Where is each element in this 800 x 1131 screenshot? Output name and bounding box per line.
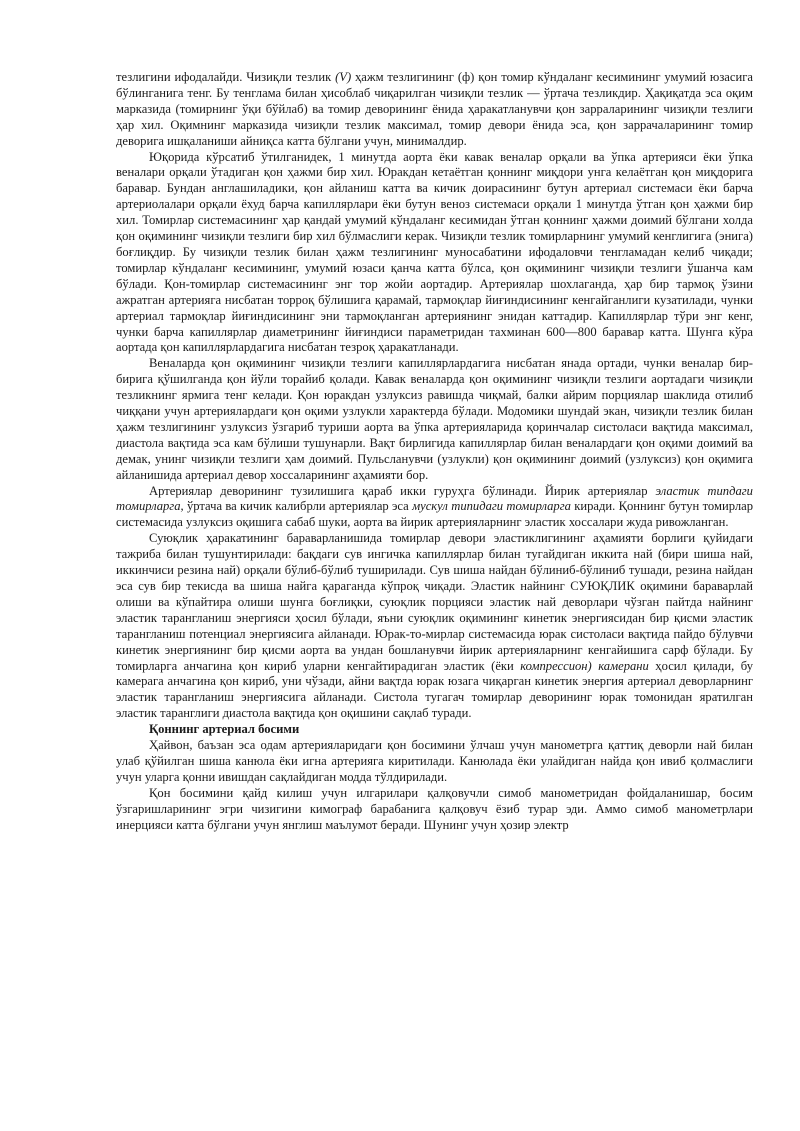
body-text-section-1	[116, 70, 753, 722]
text-run: Ҳайвон, баъзан эса одам артерияларидаги қон босимини ўлчаш учун манометрга қаттиқ деворли най билан улаб қўйилган шиша канюла ёки игна артерияга киритилади. Канюлада ёки улайдиган найда қон ивиб қолмаслиги учун уларга қонни ивишдан сақлайдиган модда тўлдирилади.	[116, 738, 753, 784]
text-run: Суюқлик ҳаракатининг бараварланишида томирлар девори эластиклигининг аҳамияти борлиги қуйидаги тажриба билан тушунтирилади: бақдаги сув ингичка капиллярлар билан тугайдиган иккита най (бири шиша най, иккинчиси резина най) орқали бўлиб-бўлиб туширилади. Сув шиша найдан бўлиниб-бўлиниб тушади, резина найдан эса сув бир текисда ва шиша найга қараганда кўпроқ чиқади. Эластик найнинг СУЮҚЛИК оқимини бараварлай олиши ва кўпайтира олиши шунга боғлиқки, суюқлик порцияси эластик най деворлари чўзган пайтда найнинг эластик тарангланиш энергияси ҳосил бўлади, яъни суюқлик оқимининг кинетик энергиясидан бир қисми эластик тарангланиш потенциал энергиясига айланади. Юрак-то-мирлар системасида юрак систоласи вақтида пайдо бўлувчи кинетик энергиянинг бир қисми аорта ва ундан бошланувчи йирик артерияларнинг кенгайишига сарф бўлади. Бу томирларга анчагина қон кириб уларни кенгайтирадиган эластик (ёки	[116, 531, 753, 673]
paragraph-p6	[116, 738, 753, 786]
paragraph-p4	[116, 484, 753, 532]
italic-term: мускул типидаги томирларга	[412, 499, 571, 514]
italic-term: эластик типдаги томирларга,	[116, 483, 753, 514]
text-run: ҳосил қилади, бу камерага анчагина қон кириб, уни чўзади, айни вақтда юрак юзага чиқарган кинетик энергия артериал деворларнинг эластик тарангланиш энергиясига айланади. Систола тугагач томирлар деворининг юрак томонидан яратилган эластик таранглиги диастола вақтида қон оқишини сақлаб туради.	[116, 658, 753, 721]
text-run: Юқорида кўрсатиб ўтилганидек, 1 минутда аорта ёки кавак веналар орқали ва ўпка артерияси ёки ўпка веналари орқали ўтадиган қон ҳажми бир хил. Юракдан кетаётган қоннинг миқдори унга келаётган қон миқдорига баравар. Бундан англашиладики, қон айланиш катта ва кичик доирасининг бутун артериал системаси ёки барча артериолалари орқали ёхуд барча капиллярлари ёки бутун веноз системаси орқали 1 минутда ўтган қон ҳажми бир хил. Томирлар системасининг ҳар қандай умумий кўндаланг кесимидан ўтган қоннинг ҳажми доимий бўлгани холда қон оқимининг чизиқли тезлиги бир хил бўлмаслиги керак. Чизиқли тезлик томирларнинг умумий кенглигига (энига) боғлиқдир. Бу чизиқли тезлик билан ҳажм тезлигининг муносабатини ифодаловчи тенгламадан келиб чиқади; томирлар кўндаланг кесимининг, умумий юзаси қанча катта бўлса, қон оқимининг чизиқли тезлиги ўшанча кам бўлади. Қон-томирлар системасининг энг тор жойи аортадир. Артериялар шохлаганда, ҳар бир тармоқ ўзини ажратган артерияга нисбатан торроқ бўлишига қарамай, тармоқлар йиғиндисининг кенгайганлиги кузатилади, чунки артериал тармоқлар йиғиндисининг эни тармоқланган артериянинг энидан каттадир. Капиллярлар тўри энг кенг, чунки барча капиллярлар диаметрининг йиғиндиси параметридан тахминан 600—800 баравар катта. Шунга кўра аортада қон капиллярлардагига нисбатан тезроқ ҳаракатланади.	[116, 149, 753, 355]
document-page	[116, 70, 753, 834]
italic-term: (V)	[335, 70, 352, 84]
paragraph-p7	[116, 786, 753, 834]
italic-term: компрессион) камерани	[520, 658, 649, 673]
text-run: Веналарда қон оқимининг чизиқли тезлиги капиллярлардагига нисбатан янада ортади, чунки веналар бир-бирига қўшилганда қон йўли торайиб қолади. Кавак веналарда қон оқимининг чизиқли тезлиги аортадаги чизиқли тезликнинг ярмига тенг келади. Қон юракдан узлуксиз равишда чиқмай, балки айрим порциялар шаклида отилиб чиққани учун артериялардаги қон оқими узлукли характерда бўлади. Модомики шундай экан, чизиқли тезлик билан ҳажм тезлигининг узлуксиз ўзгариб туриши аорта ва ўпка артерияларида қоринчалар систоласи вақтида максимал, диастола вақтида эса кам бўлиши тушунарли. Вақт бирлигида капиллярлар билан веналардаги қон оқими доимий ва демак, унинг чизиқли тезлиги ҳам доимий. Пульсланувчи (узлукли) қон оқимининг доимий (узлуксиз) қон оқимига айланишида артериал девор хоссаларининг аҳамияти бор.	[116, 356, 753, 482]
text-run: ўртача ва кичик калибрли артериялар эса	[183, 499, 413, 514]
paragraph-p1	[116, 70, 753, 150]
paragraph-p2	[116, 150, 753, 357]
text-run: киради. Қоннинг бутун томирлар системасида узлуксиз оқишига сабаб шуки, аорта ва йирик артерияларнинг эластик хоссалари жуда ривожланган.	[116, 499, 753, 530]
text-run: Артериялар деворининг тузилишига қараб икки гуруҳга бўлинади. Йирик артериялар	[149, 483, 656, 498]
text-run: Қон босимини қайд килиш учун илгарилари қалқовучли симоб манометридан фойдаланишар, босим ўзгаришларининг эгри чизигини кимограф барабанига қалқовуч ёзиб турар эди. Аммо симоб манометрлари инерцияси катта бўлгани учун янглиш маълумот беради. Шунинг учун ҳозир электр	[116, 785, 753, 832]
section-heading: Қоннинг артериал босими	[149, 722, 300, 737]
paragraph-p5	[116, 531, 753, 722]
text-run: ҳажм тезлигининг (ф) қон томир кўндаланг кесимининг умумий юзасига бўлинганига тенг. Бу тенглама билан ҳисоблаб чиқарилган чизиқли тезлик — ўртача тезликдир. Ҳақиқатда эса оқим марказида (томирнинг ўқи бўйлаб) ва томир деворининг ёнида ҳаракатланувчи қон зарраларининг чизиқли тезлиги ҳар хил. Оқимнинг марказида чизиқли тезлик максимал, томир девори ёнида эса, қон заррачаларининг томир деворига ишқаланиши айниқса катта бўлгани учун, минималдир.	[116, 70, 753, 148]
body-text-section-2	[116, 738, 753, 833]
text-run: тезлигини ифодалайди. Чизиқли тезлик	[116, 70, 336, 84]
paragraph-p3	[116, 356, 753, 483]
